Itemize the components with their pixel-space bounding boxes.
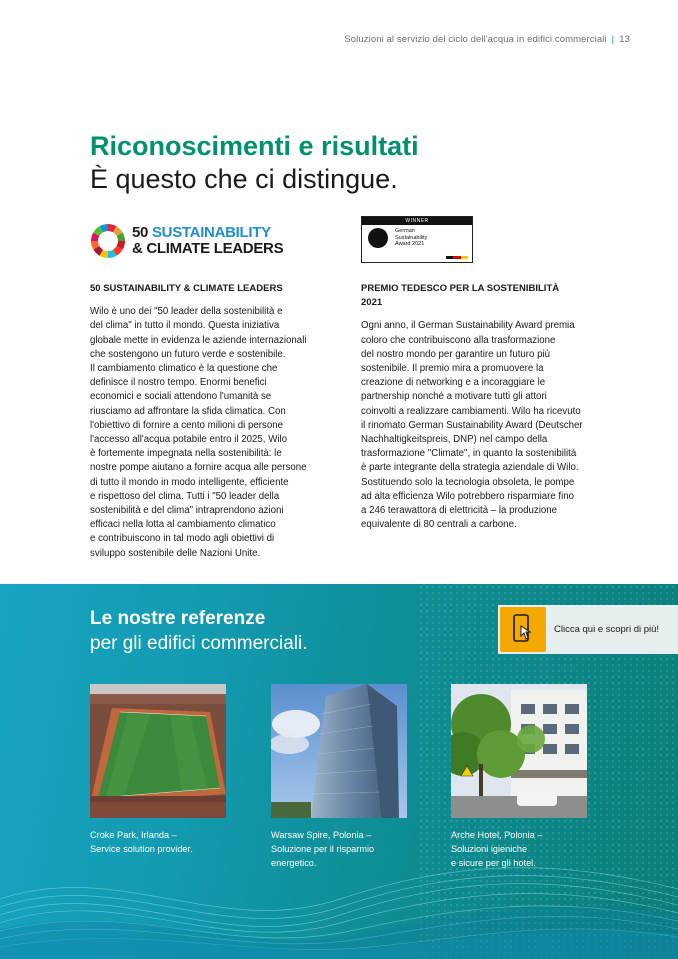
body-line: equivalente di 80 centrali a carbone. [361,519,517,531]
running-title: Soluzioni al servizio del ciclo dell'acqua in edifici commerciali [344,34,607,45]
page-number: 13 [619,34,630,45]
body-line: a 246 terawattora di elettricità – la produzione [361,505,558,517]
discover-more-button[interactable] [498,605,678,654]
body-line: Wilo è uno dei "50 leader della sostenibilità e [90,306,283,318]
award-line-2: Sustainability [395,234,428,241]
body-line: e contribuiscono in tal modo agli obiettivi di [90,533,275,545]
sdg-word: SUSTAINABILITY [151,224,271,241]
references-title: Le nostre referenze [90,608,266,629]
caption-line: Croke Park, Irlanda – [90,830,177,840]
award-line-3: Award 2021 [395,241,425,248]
caption-line: Arche Hotel, Polonia – [451,830,543,840]
body-line: Sostituendo solo la tecnologia obsoleta, le pompe [361,476,575,488]
body-line: del clima" in tutto il mondo. Questa iniziativa [90,320,280,332]
running-header [344,34,630,45]
caption-line: Soluzione per il risparmio [271,844,375,854]
body-line: l'obiettivo di fornire a cento milioni di persone [90,419,284,431]
caption-line: energetico. [271,858,317,868]
sustainability-leaders-logo [90,223,283,259]
caption-line: Soluzioni igieniche [451,844,528,854]
award-text [395,228,427,248]
sdg-line2: & CLIMATE LEADERS [132,240,284,257]
body-line: Ogni anno, il German Sustainability Award premia [361,320,575,332]
sdg-logo-text [132,225,283,257]
wave-decoration [0,839,678,959]
references-section [0,584,678,959]
body-line: e rispettoso del clima. Tutti i "50 leader della [90,490,280,502]
header-separator: | [611,34,615,45]
warsaw-spire-photo [271,684,407,818]
body-line: coloro che contribuiscono alla trasformazione [361,334,556,346]
left-article [90,282,318,561]
body-line: Nachhaltigkeitspreis, DNP) nel campo della [361,434,548,446]
section-heading [90,130,419,196]
croke-park-photo [90,684,226,818]
left-article-body [90,305,318,561]
body-line: l'accesso all'acqua potabile entro il 2025, Wilo [90,434,288,446]
german-sustainability-award-logo [361,216,473,263]
page-title: Riconoscimenti e risultati [90,131,419,161]
body-line: coinvolti a realizzare cambiamenti. Wilo ha ricevuto [361,405,581,417]
right-article [361,282,581,532]
body-line: ad alta efficienza Wilo potrebbero risparmiare fino [361,490,575,502]
body-line: è parte integrante della strategia aziendale di Wilo. [361,462,579,474]
body-line: definisce il nostro tempo. Enormi benefici [90,377,267,389]
body-line: creazione di networking e a incoraggiare le [361,377,546,389]
body-line: trasformazione "Climate", in quanto la sostenibilità [361,448,577,460]
body-line: sostenibile. Il premio mira a promuovere la [361,363,544,375]
sdg-number: 50 [132,224,149,241]
award-banner: WINNER [362,217,472,225]
sdg-wheel-icon [90,223,126,259]
body-line: del nostro mondo per garantire un futuro più [361,348,551,360]
body-line: nostre pompe aiutano a fornire acqua alle persone [90,462,307,474]
phone-touch-icon [500,607,546,652]
reference-card-croke-park[interactable] [90,684,226,856]
body-line: il rinomato German Sustainability Award (Deutscher [361,419,583,431]
caption-line: e sicure per gli hotel. [451,858,536,868]
body-line: partnership nonché a motivare tutti gli attori [361,391,547,403]
body-line: sviluppo sostenibile delle Nazioni Unite. [90,547,261,559]
discover-more-label: Clicca qui e scopri di più! [554,624,660,635]
left-article-title: 50 SUSTAINABILITY & CLIMATE LEADERS [90,283,283,294]
caption-line: Warsaw Spire, Polonia – [271,830,372,840]
right-article-body [361,319,581,532]
references-heading [90,607,308,657]
page-subtitle: È questo che ci distingue. [90,164,398,194]
body-line: efficaci nella lotta al cambiamento climatico [90,519,276,531]
body-line: di tutto il mondo in modo intelligente, efficiente [90,476,289,488]
caption-line: Service solution provider. [90,844,193,854]
award-line-1: German [395,228,415,235]
right-article-title: PREMIO TEDESCO PER LA SOSTENIBILITÀ 2021 [361,283,560,309]
german-flag-stripe [446,256,468,259]
arche-hotel-photo [451,684,587,818]
body-line: sostenibilità e del clima" intraprendono azioni [90,505,284,517]
body-line: globale mette in evidenza le aziende internazionali [90,334,307,346]
body-line: è fortemente impegnata nella sostenibilità: le [90,448,282,460]
award-disc-icon [368,228,388,248]
body-line: che sostengono un futuro verde e sostenibile. [90,348,286,360]
body-line: riusciamo ad affrontare la sfida climatica. Con [90,405,286,417]
body-line: economici e sociali attendono l'umanità se [90,391,272,403]
body-line: Il cambiamento climatico è la questione che [90,363,278,375]
references-subtitle: per gli edifici commerciali. [90,633,308,654]
